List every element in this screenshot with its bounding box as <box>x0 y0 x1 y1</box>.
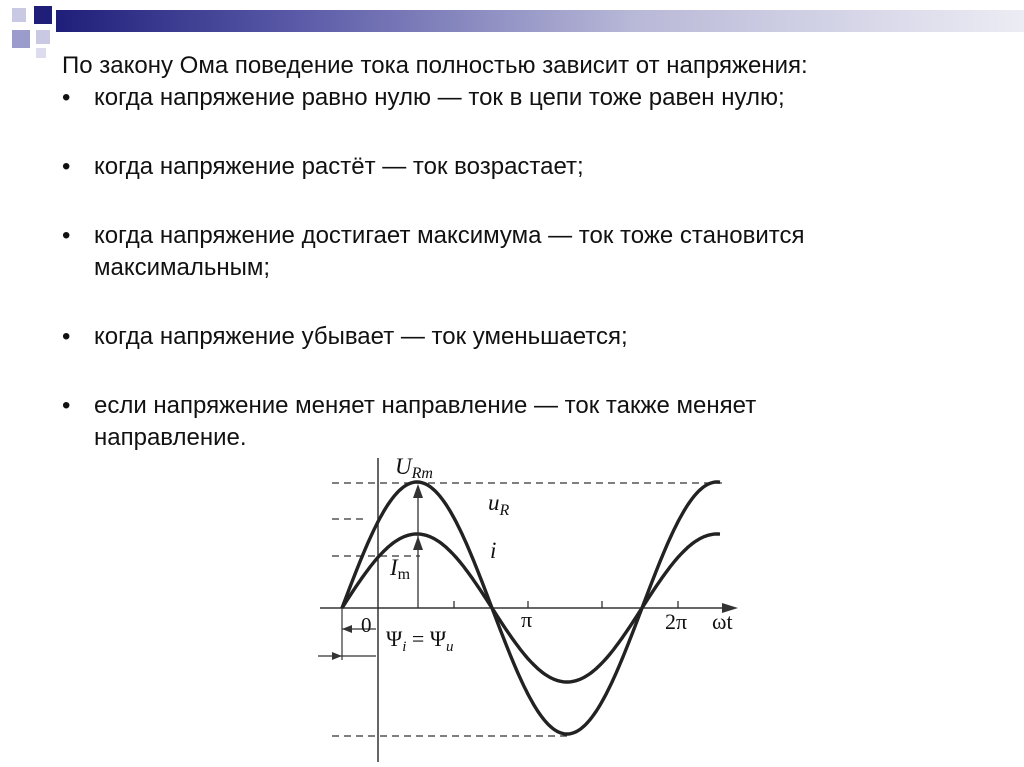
label-im: Im <box>390 555 411 583</box>
bullet-line: • когда напряжение растёт — ток возрастает; <box>94 153 584 180</box>
phase-arrow-head-lower <box>332 652 342 660</box>
intro-text: По закону Ома поведение тока полностью зависит от напряжения: <box>62 52 808 79</box>
bullet-line: • когда напряжение достигает максимума — ток тоже становится <box>94 222 805 249</box>
bullet-line: направление. <box>94 424 247 451</box>
label-urm: URm <box>395 454 433 482</box>
urm-arrow-head <box>413 484 423 498</box>
label-phase: $\Psi_i = \Psi_u$ <box>386 626 454 655</box>
label-wt: ωt <box>712 609 733 634</box>
bullet-line: • если напряжение меняет направление — ток также меняет <box>94 392 757 419</box>
label-i: i <box>490 538 497 563</box>
label-pi: π <box>521 607 533 632</box>
label-2pi: 2π <box>665 609 688 634</box>
bullet-line: максимальным; <box>94 254 271 281</box>
bullet-line: • когда напряжение равно нулю — ток в цепи тоже равен нулю; <box>94 84 785 111</box>
label-ur: $u_R$ <box>488 490 510 519</box>
im-arrow-head <box>413 536 423 550</box>
bullet-line: • когда напряжение убывает — ток уменьшается; <box>94 323 628 350</box>
label-zero: 0 <box>361 613 372 637</box>
phase-arrow-head <box>342 625 352 633</box>
